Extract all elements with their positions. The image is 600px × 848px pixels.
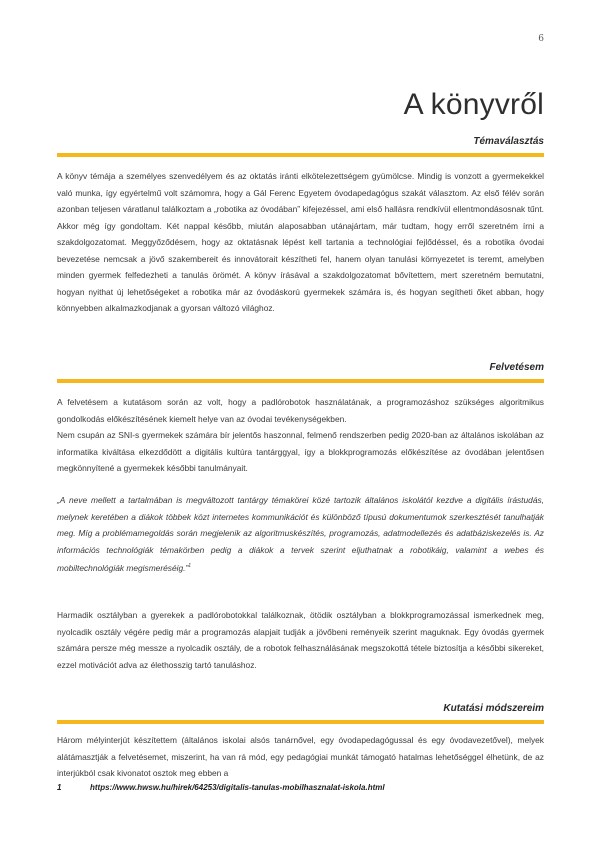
quote-block: [57, 492, 544, 576]
page-title: A könyvről: [403, 88, 544, 121]
section-divider: [57, 379, 544, 383]
section-heading-kutatasi-modszereim: Kutatási módszereim: [443, 703, 544, 714]
section-divider: [57, 720, 544, 724]
section-heading-felvetesem: Felvetésem: [489, 362, 544, 373]
paragraph-felvetes-1: A felvetésem a kutatásom során az volt, hogy a padlórobotok használatának, a programozáshoz szükséges algoritmikus gondolkodás előkészítésének kiemelt helye van az óvodai tevékenységekben.: [57, 397, 544, 424]
paragraph-temavalasztas: A könyv témája a személyes szenvedélyem és az oktatás iránti elkötelezettségem gyümölcse. Mindig is vonzott a gyermekekkel való munka, így egyértelmű volt számomra, hogy a Gál Ferenc Egyetem óvodapedagógus szakát választom. Az első félév során azonban teljesen váratlanul találkoztam a „robotika az óvodában” kifejezéssel, ami első hallásra rendkívül ellentmondásosnak tűnt. Akkor még így gondoltam. Két nappal később, miután alaposabban utánajártam, már tudtam, hogy erről szeretném írni a szakdolgozatomat. Meggyőződésem, hogy az oktatásnak lépést kell tartania a technológiai fejlődéssel, és a robotika óvodai bevezetése nemcsak a jövő szakembereit és innovátorait készítheti fel, hanem olyan tanulási környezetet is teremt, amelyben minden gyermek felfedezheti a tanulás örömét. A könyv írásával a szakdolgozatomat bővítettem, mert szeretném bemutatni, hogyan nyithat új lehetőségeket a robotika már az óvodáskorú gyermekek számára is, és hogyan segítheti őket abban, hogy könnyebben alkalmazkodjanak a gyorsan változó világhoz.: [57, 171, 544, 313]
paragraph-felvetes-3: Harmadik osztályban a gyerekek a padlórobotokkal találkoznak, ötödik osztályban a blokkprogramozással ismerkednek meg, nyolcadik osztály végére pedig már a programozás alapjait tudják a jövőbeni reményeik szerint maguknak. Egy óvodás gyermek számára persze még messze a nyolcadik osztály, de a robotok felhasználásának megszokottá tétele biztosítja a későbbi sikereket, ezzel motivációt adva az élethosszig tartó tanuláshoz.: [57, 610, 544, 670]
quote-text: „A neve mellett a tartalmában is megváltozott tantárgy témakörei közé tartozik általános iskolától kezdve a digitális írástudás, melynek keretében a diákok többek közt internetes kommunikációt és különböző típusú dokumentumok szerkesztését tanulhatják meg. Míg a problémamegoldás során megjelenik az algoritmuskészítés, programozás, adatmodellezés és adatbáziskezelés is. Az információs technológiák témakörben pedig a diákok a tervek szerint eljuthatnak a robotikáig, valamint a webes és mobiltechnológiák megismeréséig.”: [57, 495, 544, 573]
footnote: [57, 783, 385, 792]
paragraph-kutatasi: Három mélyinterjút készítettem (általános iskolai alsós tanárnővel, egy óvodapedagógussal és egy óvodavezetővel), melyek alátámasztják a felvetésemet, miszerint, ha van rá mód, egy pedagógiai munkát támogató hatalmas lehetőséggel élhetünk, de az interjúkból csak kivonatot osztok meg ebben a: [57, 735, 544, 778]
page-number: 6: [538, 34, 544, 44]
section-heading-temavalasztas: Témaválasztás: [473, 136, 544, 147]
footnote-reference[interactable]: 1: [188, 563, 192, 569]
paragraph-felvetes-2: Nem csupán az SNI-s gyermekek számára bír jelentős haszonnal, felmenő rendszerben pedig 2020-ban az általános iskolában az informatika kiváltása elkezdődött a digitális kultúra tantárggyal, így a blokkprogramozás előkészítése az óvodában jelentősen megkönnyítené a gyermekek későbbi tanulmányait.: [57, 430, 544, 473]
footnote-link[interactable]: https://www.hwsw.hu/hirek/64253/digitalis-tanulas-mobilhasznalat-iskola.html: [90, 783, 385, 792]
section-divider: [57, 153, 544, 157]
footnote-number: 1: [57, 783, 62, 792]
